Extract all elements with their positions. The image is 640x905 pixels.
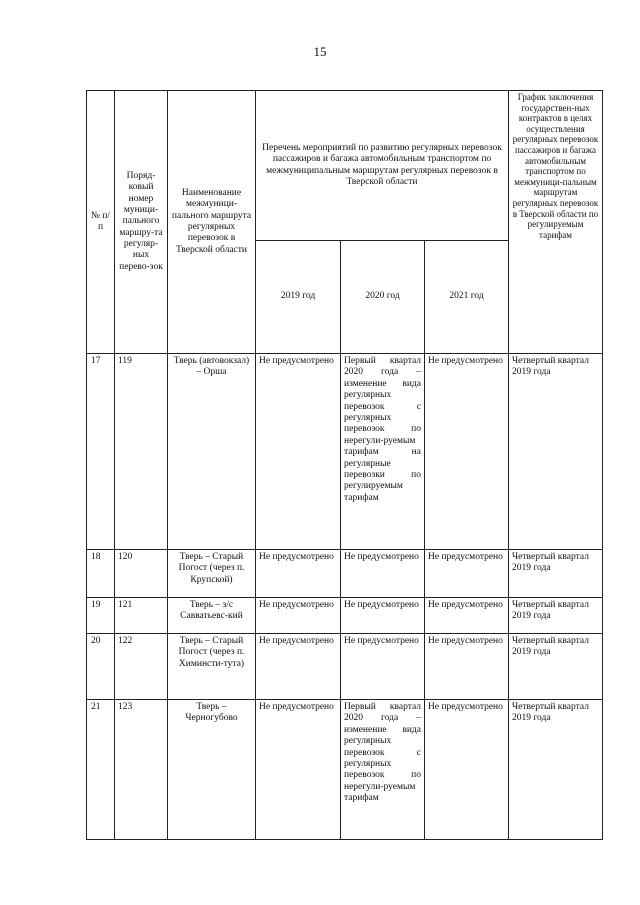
row-2020: Первый квартал 2020 года – изменение вида регулярных перевозок с регулярных перевозок по нерегули-руемым тарифам <box>341 700 425 840</box>
row-route-number: 123 <box>115 700 168 840</box>
row-route-name: Тверь – Черногубово <box>168 700 256 840</box>
row-2020: Не предусмотрено <box>341 598 425 634</box>
page-number: 15 <box>313 44 327 59</box>
row-num: 17 <box>87 354 115 550</box>
header-row <box>87 91 603 241</box>
row-schedule: Четвертый квартал 2019 года <box>509 634 603 700</box>
row-2020: Не предусмотрено <box>341 550 425 598</box>
table-row <box>87 598 603 634</box>
row-route-name: Тверь – Старый Погост (через п. Крупской) <box>168 550 256 598</box>
row-2021: Не предусмотрено <box>425 598 509 634</box>
row-route-name: Тверь – Старый Погост (через п. Химинсти-тута) <box>168 634 256 700</box>
row-2019: Не предусмотрено <box>256 354 341 550</box>
header-year-2020: 2020 год <box>341 241 425 354</box>
header-year-2021: 2021 год <box>425 241 509 354</box>
row-2021: Не предусмотрено <box>425 634 509 700</box>
row-route-name: Тверь (автовокзал) – Орша <box>168 354 256 550</box>
row-num: 18 <box>87 550 115 598</box>
row-schedule: Четвертый квартал 2019 года <box>509 354 603 550</box>
header-year-2019: 2019 год <box>256 241 341 354</box>
row-route-name: Тверь – з/с Савватьевс-кий <box>168 598 256 634</box>
row-2020: Не предусмотрено <box>341 634 425 700</box>
row-2021: Не предусмотрено <box>425 550 509 598</box>
row-2019: Не предусмотрено <box>256 598 341 634</box>
row-route-number: 122 <box>115 634 168 700</box>
row-2021: Не предусмотрено <box>425 700 509 840</box>
header-schedule: График заключения государствен-ных контрактов в целях осуществления регулярных перевозок пассажиров и багажа автомобильным транспортом по межмуници-пальным маршрутам регулярных перевозок в Тверской области по регулируемым тарифам <box>509 91 603 354</box>
header-route-number: Поряд-ковый номер муници-пального маршру-та регуляр-ных перево-зок <box>115 91 168 354</box>
row-route-number: 120 <box>115 550 168 598</box>
row-2020: Первый квартал 2020 года – изменение вида регулярных перевозок с регулярных перевозок по нерегули-руемым тарифам на регулярные перевозки по регулируемым тарифам <box>341 354 425 550</box>
routes-table <box>86 90 603 840</box>
row-num: 21 <box>87 700 115 840</box>
header-num: № п/п <box>87 91 115 354</box>
table-row <box>87 634 603 700</box>
header-measures: Перечень мероприятий по развитию регулярных перевозок пассажиров и багажа автомобильным транспортом по межмуниципальным маршрутам регулярных перевозок в Тверской области <box>256 91 509 241</box>
row-2019: Не предусмотрено <box>256 634 341 700</box>
row-route-number: 119 <box>115 354 168 550</box>
row-2019: Не предусмотрено <box>256 700 341 840</box>
table-row <box>87 550 603 598</box>
header-route-name: Наименование межмуници-пального маршрута регулярных перевозок в Тверской области <box>168 91 256 354</box>
row-num: 20 <box>87 634 115 700</box>
row-schedule: Четвертый квартал 2019 года <box>509 700 603 840</box>
row-2019: Не предусмотрено <box>256 550 341 598</box>
table-row <box>87 700 603 840</box>
row-num: 19 <box>87 598 115 634</box>
row-route-number: 121 <box>115 598 168 634</box>
row-schedule: Четвертый квартал 2019 года <box>509 550 603 598</box>
row-schedule: Четвертый квартал 2019 года <box>509 598 603 634</box>
row-2021: Не предусмотрено <box>425 354 509 550</box>
table-row <box>87 354 603 550</box>
